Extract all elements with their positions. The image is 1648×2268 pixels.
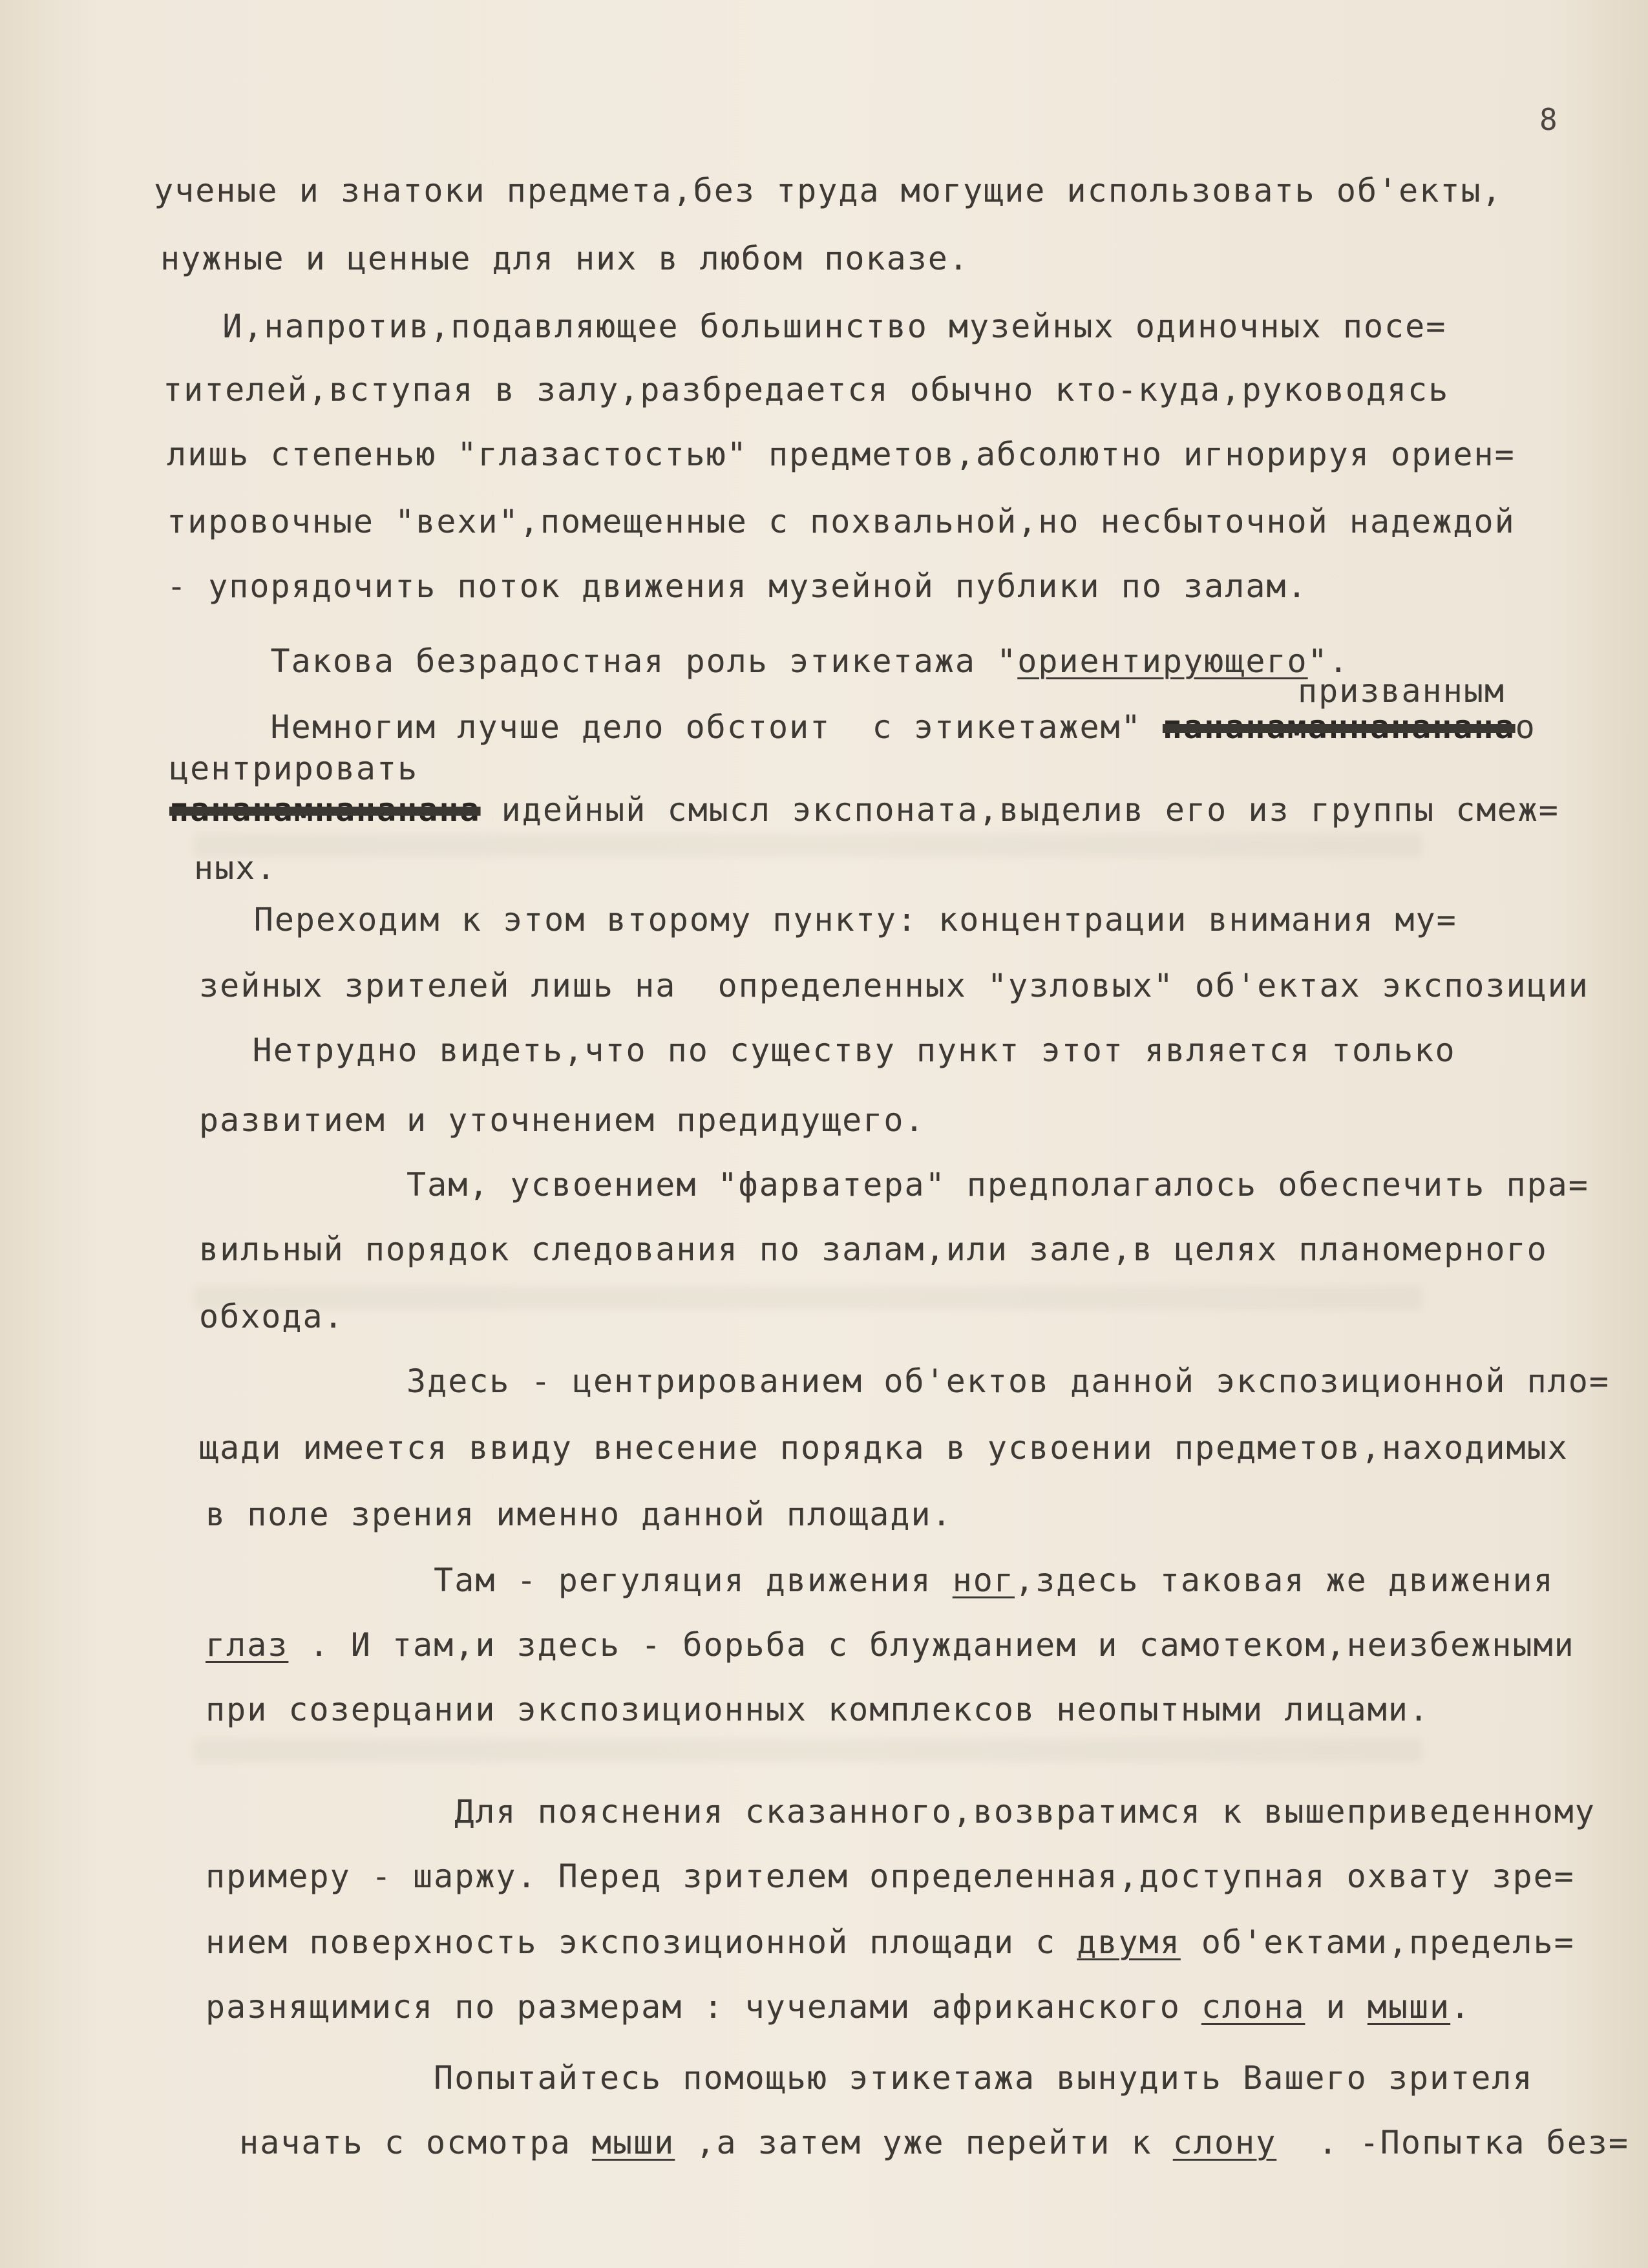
line-text: о xyxy=(1515,708,1536,746)
line-text: . -Попытка без= xyxy=(1276,2124,1630,2161)
text-line-ног xyxy=(206,1562,1554,1599)
text-line: в поле зрения именно данной площади. xyxy=(206,1496,953,1533)
line-text: Немногим лучше дело обстоит с этикетажем" xyxy=(167,708,1163,746)
line-text: начать с осмотра xyxy=(218,2124,592,2161)
text-line: Здесь - центрированием об'ектов данной экспозиционной пло= xyxy=(199,1362,1610,1400)
handwritten-insertion: призванным xyxy=(1298,672,1506,710)
text-line: лишь степенью "глазастостью" предметов,абсолютно игнорируя ориен= xyxy=(167,436,1516,473)
underlined-word: мыши xyxy=(591,2124,675,2161)
text-line: Там, усвоением "фарватера" предполагалось обеспечить пра= xyxy=(199,1166,1589,1203)
line-text: нием поверхность экспозиционной площади с xyxy=(206,1924,1077,1961)
underlined-word: глаз xyxy=(206,1626,289,1664)
text-line: обхода. xyxy=(199,1298,344,1335)
line-text: Там - регуляция движения xyxy=(206,1562,953,1599)
line-text: ,здесь таковая же движения xyxy=(1015,1562,1554,1599)
text-line: И,напротив,подавляющее большинство музейных одиночных посе= xyxy=(160,308,1447,345)
text-line: ных. xyxy=(194,849,277,887)
paper-bleed-through xyxy=(194,1739,1422,1762)
page-number: 8 xyxy=(1539,102,1558,137)
text-line: ученые и знатоки предмета,без труда могущие использовать об'екты, xyxy=(154,172,1503,209)
text-line: зейных зрителей лишь на определенных "узловых" об'ектах экспозиции xyxy=(199,967,1589,1004)
line-text: ". xyxy=(1307,642,1349,680)
text-line-ориентирующего xyxy=(167,642,1349,680)
text-line: тителей,вступая в залу,разбредается обычно кто-куда,руководясь xyxy=(163,371,1450,408)
line-text: и xyxy=(1305,1988,1368,2026)
text-line: примеру - шаржу. Перед зрителем определенная,доступная охвату зре= xyxy=(206,1858,1575,1895)
paper-bleed-through xyxy=(194,834,1422,857)
text-line: нужные и ценные для них в любом показе. xyxy=(160,240,969,277)
struck-out-text: пананамнананана xyxy=(169,791,481,829)
text-line-struck xyxy=(167,708,1536,746)
text-line: Переходим к этом второму пункту: концентрации внимания му= xyxy=(109,901,1457,938)
struck-out-text: пананаманнананана xyxy=(1162,708,1516,746)
line-text: Такова безрадостная роль этикетажа " xyxy=(167,642,1018,680)
handwritten-insertion: центрировать xyxy=(169,750,419,787)
line-text: разнящимися по размерам : чучелами африканского xyxy=(206,1988,1201,2026)
line-text: . И там,и здесь - борьба с блужданием и самотеком,неизбежными xyxy=(288,1626,1575,1664)
text-line: - упорядочить поток движения музейной публики по залам. xyxy=(167,567,1308,605)
text-line: развитием и уточнением предидущего. xyxy=(199,1101,925,1139)
text-line: Нетрудно видеть,что по существу пункт этот является только xyxy=(128,1032,1456,1069)
text-line: Для пояснения сказанного,возвратимся к вышеприведенному xyxy=(206,1793,1596,1830)
underlined-word: двумя xyxy=(1077,1924,1181,1961)
paper-bleed-through xyxy=(194,1286,1422,1309)
text-line-struck xyxy=(169,791,1559,829)
text-line: тировочные "вехи",помещенные с похвальной,но несбыточной надеждой xyxy=(167,503,1516,540)
text-line-глаз xyxy=(206,1626,1575,1664)
text-line-двумя xyxy=(206,1924,1575,1961)
line-text: ,а затем уже перейти к xyxy=(675,2124,1173,2161)
underlined-word: мыши xyxy=(1367,1988,1451,2026)
text-line: щади имеется ввиду внесение порядка в усвоении предметов,находимых xyxy=(199,1429,1569,1467)
underlined-word: слону xyxy=(1172,2124,1277,2161)
text-line-слона xyxy=(206,1988,1472,2026)
text-line-мыши xyxy=(218,2126,1629,2159)
underlined-word: слона xyxy=(1201,1988,1305,2026)
underlined-word: ног xyxy=(952,1562,1015,1599)
line-text: . xyxy=(1450,1988,1472,2026)
line-text: идейный смысл экспоната,выделив его из группы смеж= xyxy=(480,791,1559,829)
text-line: при созерцании экспозиционных комплексов неопытными лицами. xyxy=(206,1691,1430,1728)
text-line: Попытайтесь помощью этикетажа вынудить Вашего зрителя xyxy=(206,2059,1534,2097)
text-line: вильный порядок следования по залам,или зале,в целях планомерного xyxy=(199,1231,1548,1268)
underlined-word: ориентирующего xyxy=(1017,642,1308,680)
line-text: об'ектами,предель= xyxy=(1180,1924,1575,1961)
